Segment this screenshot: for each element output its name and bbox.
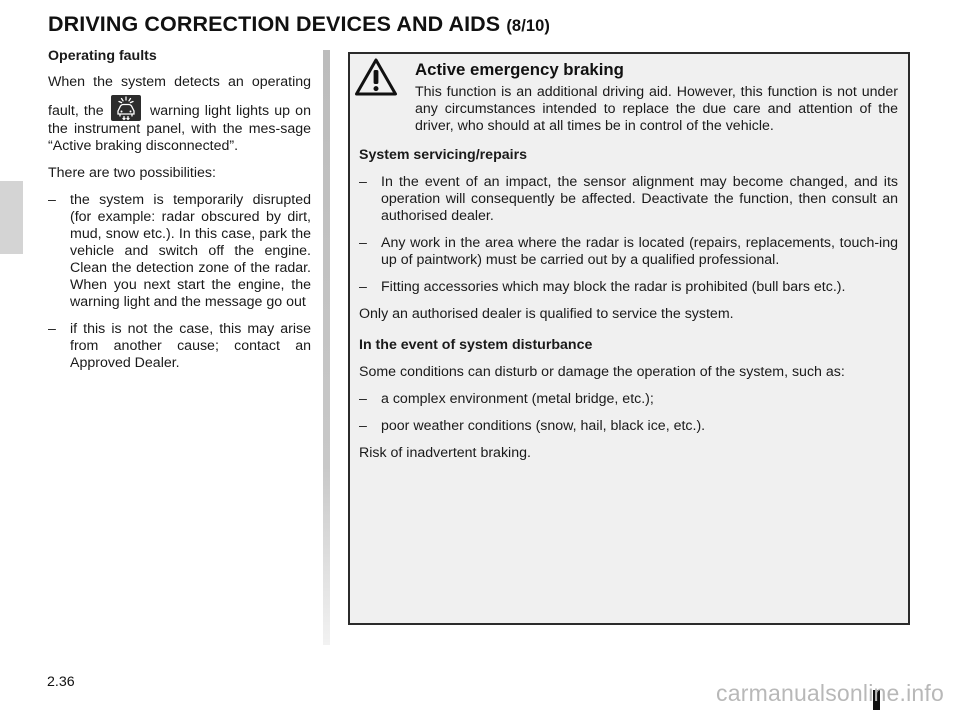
active-braking-warning-light-icon <box>111 95 141 121</box>
operating-faults-heading: Operating faults <box>48 48 157 64</box>
list-item: – Any work in the area where the radar is located (repairs, replacements, touch-ing up of paintwork) must be carried out by a qualified professional. <box>359 235 898 269</box>
notice-body <box>359 147 898 462</box>
servicing-heading: System servicing/repairs <box>359 147 527 163</box>
page-number: 2.36 <box>47 674 75 690</box>
fault-prefix: fault, the <box>48 103 104 119</box>
list-item: – if this is not the case, this may arise from another cause; contact an Approved Dealer. <box>48 321 311 372</box>
active-emergency-braking-notice <box>348 52 910 625</box>
page-title-text: DRIVING CORRECTION DEVICES AND AIDS <box>48 12 501 36</box>
operating-faults-column <box>48 48 311 382</box>
watermark: carmanualsonline.info <box>716 680 944 706</box>
list-item: – Fitting accessories which may block the radar is prohibited (bull bars etc.). <box>359 279 898 296</box>
dealer-note: Only an authorised dealer is qualified to service the system. <box>359 306 734 322</box>
fault-paragraph <box>48 95 311 155</box>
notice-intro: This function is an additional driving aid. However, this function is not under any circumstances intended to replace the due care and attention of the driver, who should at all times be in control of the vehicle. <box>415 84 898 134</box>
notice-content <box>359 60 898 472</box>
list-item: – In the event of an impact, the sensor alignment may become changed, and its operation will consequently be affected. Deactivate the function, then consult an authorised dealer. <box>359 174 898 225</box>
page-title <box>48 12 550 37</box>
column-divider <box>323 50 330 645</box>
detect-paragraph <box>48 74 311 91</box>
section-indicator: (8/10) <box>506 17 551 35</box>
list-item: – poor weather conditions (snow, hail, black ice, etc.). <box>359 418 898 435</box>
disturbance-heading: In the event of system disturbance <box>359 337 593 353</box>
fault-suffix: warning light lights up on the instrument panel, with the mes-sage “Active braking disconnected”. <box>48 103 311 154</box>
list-item: – a complex environment (metal bridge, etc.); <box>359 391 898 408</box>
risk-note: Risk of inadvertent braking. <box>359 445 531 461</box>
notice-title: Active emergency braking <box>415 60 624 79</box>
detect-text: When the system detects an operating <box>48 74 311 90</box>
list-item: – the system is temporarily disrupted (for example: radar obscured by dirt, mud, snow etc.). In this case, park the vehicle and switch off the engine. Clean the detection zone of the radar. When you next start the engine, the warning light and the message go out <box>48 192 311 311</box>
disturbance-intro: Some conditions can disturb or damage the operation of the system, such as: <box>359 364 845 380</box>
possibilities-text: There are two possibilities: <box>48 165 216 181</box>
chapter-tab <box>0 181 23 254</box>
